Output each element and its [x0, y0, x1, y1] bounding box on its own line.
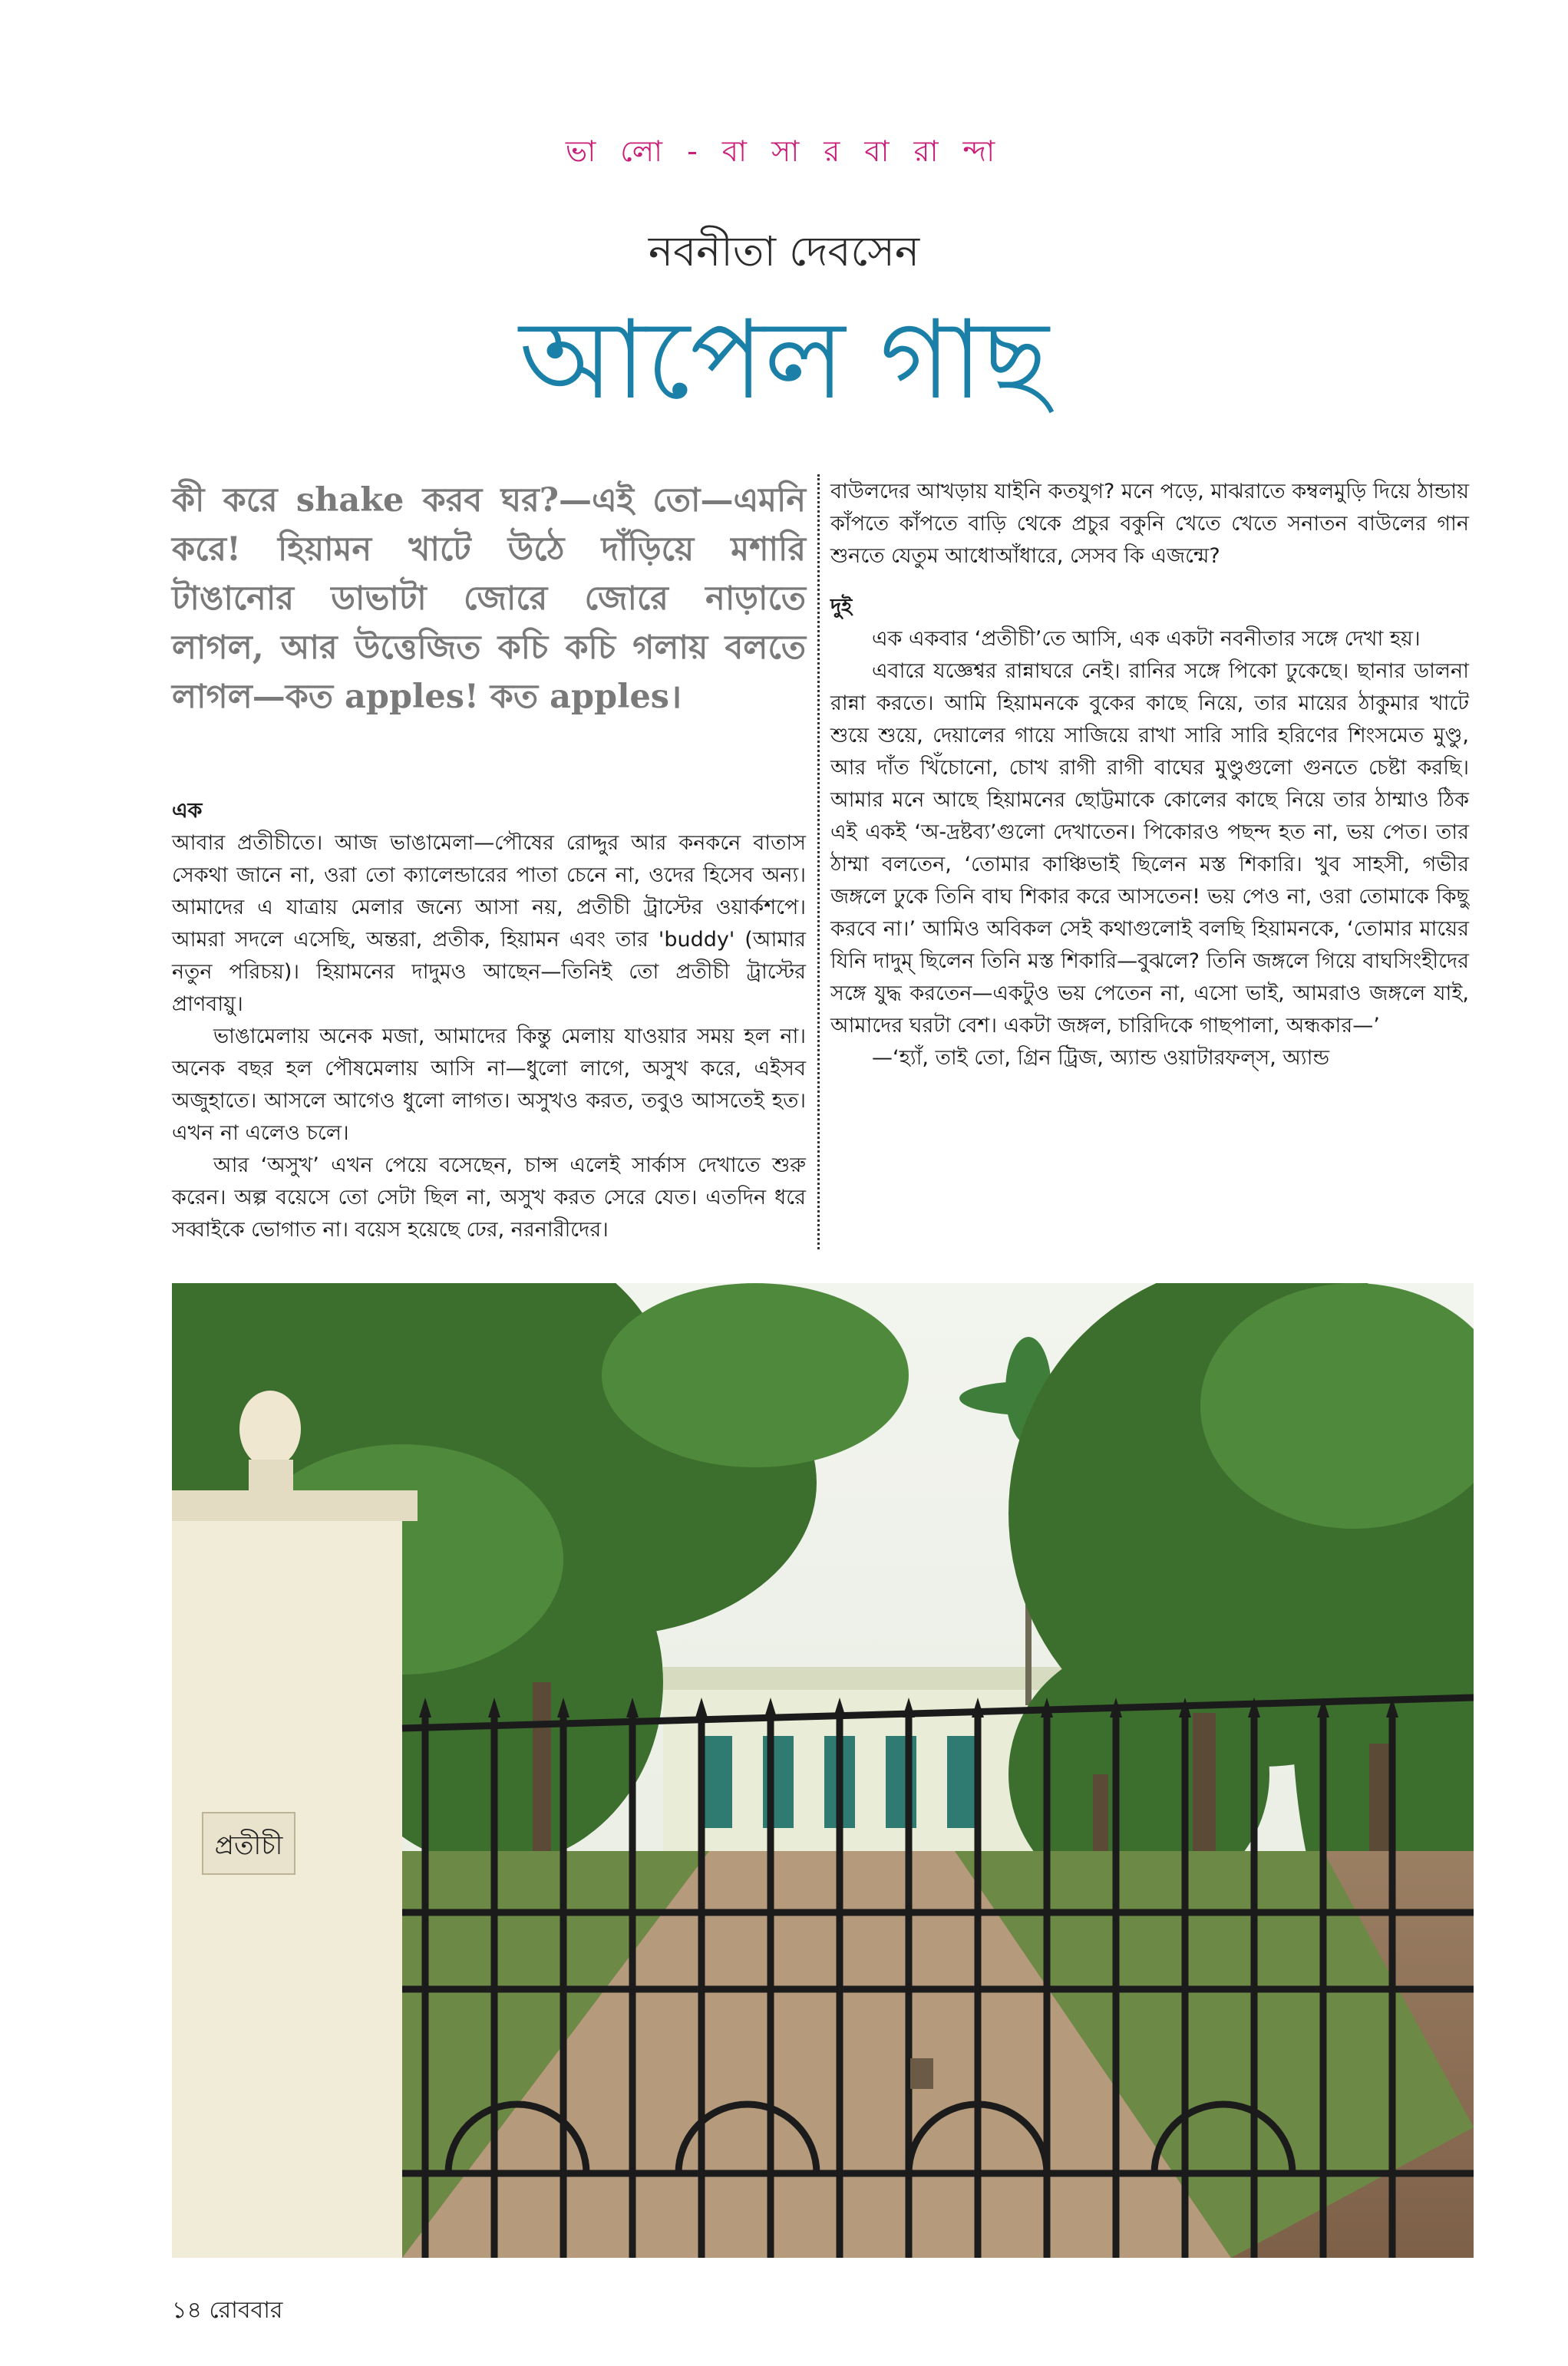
paragraph: আবার প্রতীচীতে। আজ ভাঙামেলা—পৌষের রোদ্দুর আর কনকনে বাতাস সেকথা জানে না, ওরা তো ক্যালেন্ডারের পাতা চেনে না, ওদের হিসেব অন্য। আমাদের এ যাত্রায় মেলার জন্যে আসা নয়, প্রতীচী ট্রাস্টের ওয়ার্কশপে। আমরা সদলে এসেছি, অন্তরা, প্রতীক, হিয়ামন এবং তার 'buddy' (আমার নতুন পরিচয়)। হিয়ামনের দাদুমও আছেন—তিনিই তো প্রতীচী ট্রাস্টের প্রাণবায়ু। [172, 831, 806, 1016]
gate-pillar [172, 1391, 418, 2258]
section-heading-one: এক [172, 799, 203, 823]
paragraph: ভাঙামেলায় অনেক মজা, আমাদের কিন্তু মেলায় যাওয়ার সময় হল না। অনেক বছর হল পৌষমেলায় আসি না—ধুলো লাগে, অসুখ করে, এইসব অজুহাতে। আসলে আগেও ধুলো লাগত। অসুখও করত, তবুও আসতেই হত। এখন না এলেও চলে। [172, 1025, 806, 1145]
paragraph: এক একবার ‘প্রতীচী’তে আসি, এক একটা নবনীতার সঙ্গে দেখা হয়। [872, 627, 1421, 651]
pull-quote: কী করে shake করব ঘর?—এই তো—এমনি করে! হিয়ামন খাটে উঠে দাঁড়িয়ে মশারি টাঙানোর ডাভাটা জোরে জোরে নাড়াতে লাগল, আর উত্তেজিত কচি কচি গলায় বলতে লাগল—কত apples! কত apples। [172, 481, 806, 716]
article-photo [172, 1283, 1474, 2258]
gate-garden-illustration [172, 1283, 1474, 2258]
author-name: নবনীতা দেবসেন [648, 227, 920, 276]
paragraph: বাউলদের আখড়ায় যাইনি কতযুগ? মনে পড়ে, মাঝরাতে কম্বলমুড়ি দিয়ে ঠান্ডায় কাঁপতে কাঁপতে বাড়ি থেকে প্রচুর বকুনি খেতে খেতে সনাতন বাউলের গান শুনতে যেতুম আধোআঁধারে, সেসব কি এজন্মে? [830, 480, 1469, 568]
article-title: আপেল গাছ [519, 297, 1049, 424]
left-column [172, 476, 806, 1251]
paragraph: আর ‘অসুখ’ এখন পেয়ে বসেছেন, চান্স এলেই সার্কাস দেখাতে শুরু করেন। অল্প বয়েসে তো সেটা ছিল না, অসুখ করত সেরে যেত। এতদিন ধরে সব্বাইকে ভোগাত না। বয়েস হয়েছে ঢের, নরনারীদের। [172, 1153, 806, 1242]
right-column [830, 476, 1469, 1251]
padlock [910, 2058, 933, 2089]
page-folio: ১৪ রোববার [172, 2297, 283, 2324]
paragraph: —‘হ্যাঁ, তাই তো, গ্রিন ট্রিজ, অ্যান্ড ওয়াটারফল্স, অ্যান্ড [872, 1046, 1330, 1070]
section-kicker: ভা লো - বা সা র বা রা ন্দা [565, 134, 1003, 168]
gate-sign-text: প্রতীচী [214, 1830, 283, 1861]
column-divider [817, 474, 820, 1249]
paragraph: এবারে যজ্ঞেশ্বর রান্নাঘরে নেই। রানির সঙ্গে পিকো ঢুকেছে। ছানার ডালনা রান্না করতে। আমি হিয়ামনকে বুকের কাছে নিয়ে, তার মায়ের ঠাকুমার খাটে শুয়ে শুয়ে, দেয়ালের গায়ে সাজিয়ে রাখা সারি সারি হরিণের শিংসমেত মুণ্ডু, আর দাঁত খিঁচোনো, চোখ রাগী রাগী বাঘের মুণ্ডুগুলো গুনতে চেষ্টা করছি। আমার মনে আছে হিয়ামনের ছোট্টমাকে কোলের কাছে নিয়ে তার ঠাম্মাও ঠিক এই একই ‘অ-দ্রষ্টব্য’গুলো দেখাতেন। পিকোরও পছন্দ হত না, ভয় পেত। তার ঠাম্মা বলতেন, ‘তোমার কাঞ্চিভাই ছিলেন মস্ত শিকারি। খুব সাহসী, গভীর জঙ্গলে ঢুকে তিনি বাঘ শিকার করে আসতেন! ভয় পেও না, ওরা তোমাকে কিছু করবে না।’ আমিও অবিকল সেই কথাগুলোই বলছি হিয়ামনকে, ‘তোমার মায়ের যিনি দাদুম্ ছিলেন তিনি মস্ত শিকারি—বুঝলে? তিনি জঙ্গলে গিয়ে বাঘসিংহীদের সঙ্গে যুদ্ধ করতেন—একটুও ভয় পেতেন না, এসো ভাই, আমরাও জঙ্গলে যাই, আমাদের ঘরটা বেশ। একটা জঙ্গল, চারিদিকে গাছপালা, অন্ধকার—’ [830, 659, 1469, 1038]
section-one [172, 795, 806, 1246]
section-heading-two: দুই [830, 595, 853, 619]
